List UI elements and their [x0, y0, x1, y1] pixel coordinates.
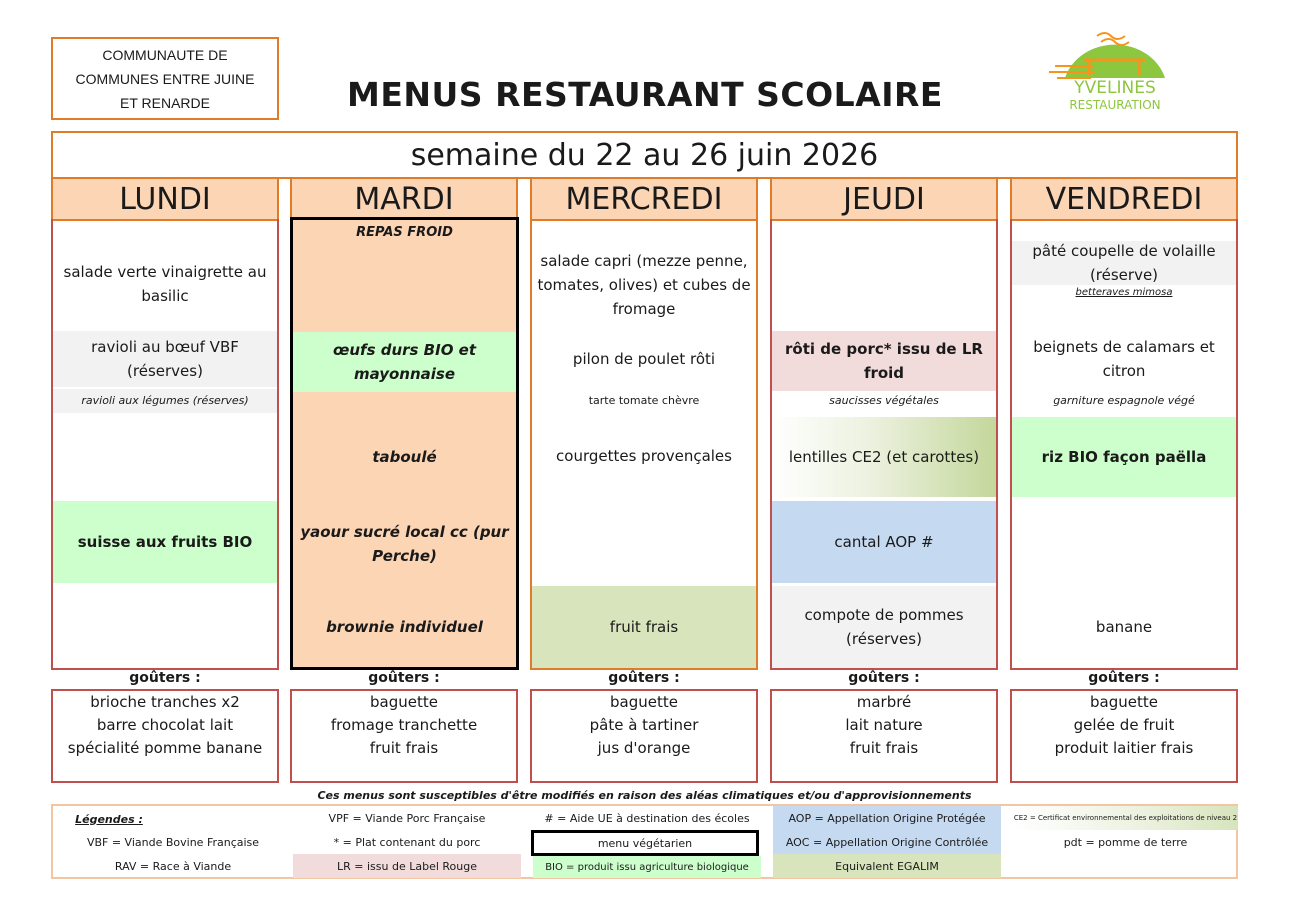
menu-main: pilon de poulet rôti: [572, 350, 716, 368]
legend-bio: BIO = produit issu agriculture biologique: [533, 856, 761, 878]
week-range: semaine du 22 au 26 juin 2026: [51, 131, 1238, 179]
org-line-2: COMMUNES ENTRE JUINE: [75, 70, 255, 87]
legend: [51, 804, 1238, 879]
menu-main-alternative: tarte tomate chèvre: [588, 394, 700, 407]
gouter-title-jeudi: goûters :: [848, 670, 920, 686]
legend-lr: LR = issu de Label Rouge: [293, 854, 521, 878]
gouter-box-vendredi: [1010, 689, 1238, 783]
menu-starter: pâté coupelle de volaille (réserve): [1012, 241, 1236, 285]
day-header-lundi: LUNDI: [51, 177, 279, 221]
menu-main-alternative: saucisses végétales: [829, 394, 939, 407]
menu-dessert: banane: [1095, 618, 1153, 636]
gouter-item: fruit frais: [849, 739, 919, 757]
gouter-item: fromage tranchette: [330, 716, 478, 734]
menu-main-alternative: ravioli aux légumes (réserves): [53, 389, 277, 413]
disclaimer: Ces menus sont susceptibles d'être modifiés en raison des aléas climatiques et/ou d'approvisionnements: [317, 788, 972, 802]
legend-title: Légendes :: [75, 812, 143, 826]
gouter-item: brioche tranches x2: [90, 693, 240, 711]
day-header-vendredi: VENDREDI: [1010, 177, 1238, 221]
gouter-title-vendredi: goûters :: [1088, 670, 1160, 686]
gouter-item: gelée de fruit: [1073, 716, 1175, 734]
gouter-item: produit laitier frais: [1054, 739, 1194, 757]
menu-main: rôti de porc* issu de LR froid: [772, 331, 996, 391]
gouter-item: fruit frais: [369, 739, 439, 757]
gouter-box-jeudi: [770, 689, 998, 783]
day-header-mercredi: MERCREDI: [530, 177, 758, 221]
gouter-title-lundi: goûters :: [129, 670, 201, 686]
gouter-box-mardi: [290, 689, 518, 783]
gouter-box-mercredi: [530, 689, 758, 783]
organization-box: [51, 37, 279, 120]
legend-aoc: AOC = Appellation Origine Contrôlée: [773, 830, 1001, 854]
menu-starter: salade verte vinaigrette au basilic: [63, 263, 267, 305]
menu-side: lentilles CE2 (et carottes): [772, 417, 996, 497]
gouter-item: baguette: [1090, 693, 1158, 711]
gouter-item: barre chocolat lait: [96, 716, 234, 734]
gouter-item: marbré: [856, 693, 912, 711]
legend-pdt: pdt = pomme de terre: [1063, 835, 1188, 849]
menu-label-repas-froid: REPAS FROID: [356, 225, 453, 240]
gouter-item: pâte à tartiner: [589, 716, 699, 734]
day-column-mardi: [290, 217, 519, 670]
menu-side: taboulé: [372, 448, 437, 466]
gouter-item: jus d'orange: [597, 739, 691, 757]
legend-vpf: VPF = Viande Porc Française: [328, 811, 486, 825]
menu-dairy: yaour sucré local cc (pur Perche): [300, 523, 509, 565]
logo-text-yvelines: YVELINES: [1074, 78, 1156, 98]
menu-main: œufs durs BIO et mayonnaise: [293, 332, 516, 392]
org-line-1: COMMUNAUTE DE: [102, 46, 228, 63]
legend-ce2: CE2 = Certificat environnemental des exploitations de niveau 2: [1013, 806, 1238, 830]
day-column-vendredi: [1010, 219, 1238, 670]
page-title: MENUS RESTAURANT SCOLAIRE: [347, 74, 943, 114]
org-line-3: ET RENARDE: [120, 94, 210, 111]
legend-aide-ue: # = Aide UE à destination des écoles: [544, 811, 750, 825]
gouter-box-lundi: [51, 689, 279, 783]
menu-dessert: brownie individuel: [326, 618, 483, 636]
legend-porc: * = Plat contenant du porc: [333, 835, 481, 849]
legend-aop: AOP = Appellation Origine Protégée: [773, 806, 1001, 830]
gouter-title-mardi: goûters :: [368, 670, 440, 686]
legend-egalim: Equivalent EGALIM: [773, 854, 1001, 878]
menu-starter-alternative: betteraves mimosa: [1075, 287, 1173, 298]
gouter-item: spécialité pomme banane: [67, 739, 263, 757]
day-header-jeudi: JEUDI: [770, 177, 998, 221]
day-column-lundi: [51, 219, 279, 670]
legend-vegetarien: menu végétarien: [531, 830, 759, 856]
menu-dairy: cantal AOP #: [772, 501, 996, 583]
menu-starter: salade capri (mezze penne, tomates, olives) et cubes de fromage: [537, 252, 751, 318]
menu-dessert: fruit frais: [532, 586, 756, 668]
legend-vbf: VBF = Viande Bovine Française: [86, 835, 260, 849]
gouter-item: baguette: [610, 693, 678, 711]
menu-main: beignets de calamars et citron: [1033, 338, 1215, 380]
day-column-jeudi: [770, 219, 998, 670]
day-column-mercredi: [530, 219, 758, 670]
legend-rav: RAV = Race à Viande: [114, 859, 232, 873]
menu-main: ravioli au bœuf VBF (réserves): [53, 331, 277, 387]
gouter-title-mercredi: goûters :: [608, 670, 680, 686]
menu-dairy: suisse aux fruits BIO: [53, 501, 277, 583]
gouter-item: baguette: [370, 693, 438, 711]
gouter-item: lait nature: [845, 716, 923, 734]
menu-side: courgettes provençales: [556, 447, 732, 465]
menu-main-alternative: garniture espagnole végé: [1053, 394, 1195, 407]
day-header-mardi: MARDI: [290, 177, 518, 221]
menu-dessert: compote de pommes (réserves): [772, 586, 996, 668]
logo-text-restauration: RESTAURATION: [1069, 98, 1161, 112]
menu-side: riz BIO façon paëlla: [1012, 417, 1236, 497]
